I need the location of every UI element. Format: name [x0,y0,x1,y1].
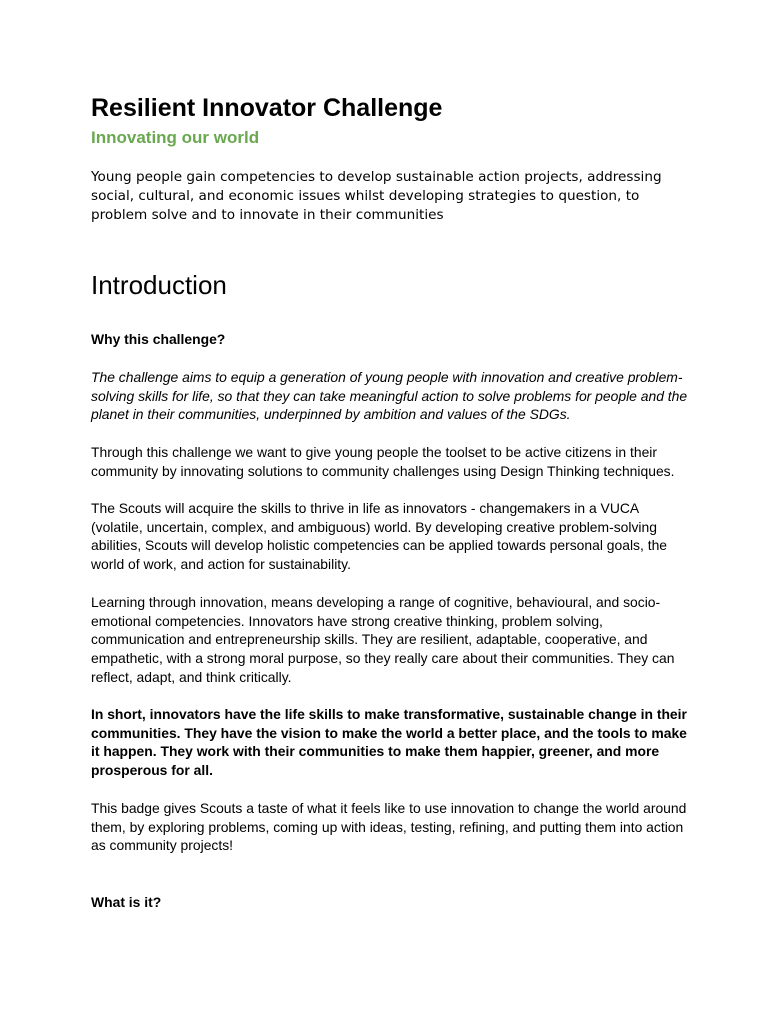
lede-paragraph: Young people gain competencies to develop sustainable action projects, addressing social, cultural, and economic issues whilst developing strategies to question, to problem solve and to innovate in their communities [91,169,662,224]
what-is-it-heading: What is it? [91,894,162,910]
aims-paragraph: The challenge aims to equip a generation of young people with innovation and creative problem-solving skills for life, so that they can take meaningful action to solve problems for people and the planet in their communities, underpinned by ambition and values of the SDGs. [91,369,688,423]
learning-paragraph: Learning through innovation, means developing a range of cognitive, behavioural, and socio-emotional competencies. Innovators have strong creative thinking, problem solving, communication and entrepreneurship skills. They are resilient, adaptable, cooperative, and empathetic, with a strong moral purpose, so they really care about their communities. They can reflect, adapt, and think critically. [91,594,675,685]
why-challenge-heading: Why this challenge? [91,331,226,347]
badge-paragraph: This badge gives Scouts a taste of what it feels like to use innovation to change the world around them, by exploring problems, coming up with ideas, testing, refining, and putting them into action as community projects! [91,800,687,854]
document-title: Resilient Innovator Challenge [91,94,443,122]
scouts-paragraph: The Scouts will acquire the skills to thrive in life as innovators - changemakers in a VUCA (volatile, uncertain, complex, and ambiguous) world. By developing creative problem-solving abilities, Scouts will develop holistic competencies can be applied towards personal goals, the world of work, and action for sustainability. [91,500,668,573]
summary-paragraph: In short, innovators have the life skills to make transformative, sustainable change in their communities. They have the vision to make the world a better place, and the tools to make it happen. They work with their communities to make them happier, greener, and more prosperous for all. [91,706,687,779]
introduction-heading: Introduction [91,270,227,300]
toolset-paragraph: Through this challenge we want to give young people the toolset to be active citizens in their community by innovating solutions to community challenges using Design Thinking techniques. [91,444,675,479]
document-subtitle: Innovating our world [91,128,260,147]
